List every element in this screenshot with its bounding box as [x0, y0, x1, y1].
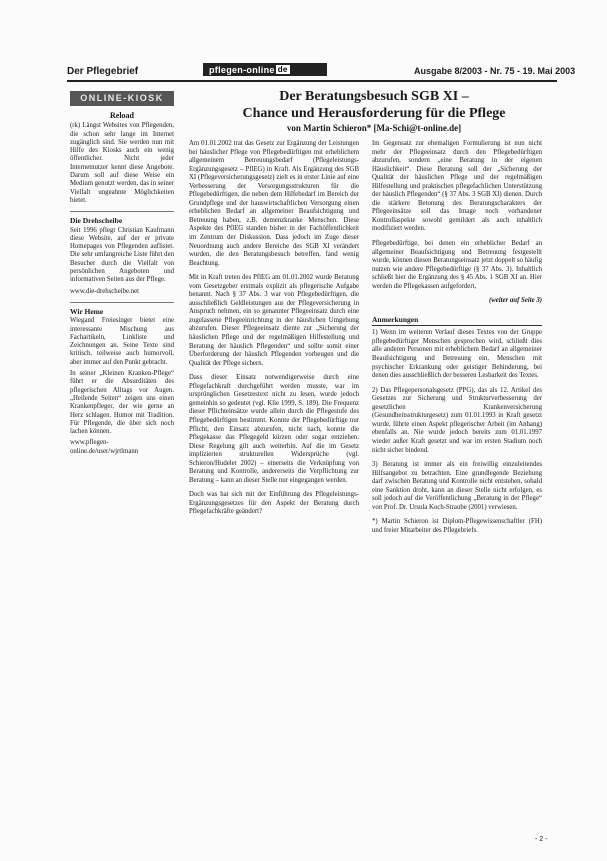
article-bullet: Im Gegensatz zur ehemaligen Formulierung ist nun nicht mehr der Pflegeeinsatz durch den Pflegebedürftigen abzurufen, sondern „eine Beratung in der eigenen Häuslichkeit“. Diese Beratung soll der „Sicherung der Qualität der häuslichen Pflege und der regelmäßigen Hilfestellung und praktischen pflegefachlichen Unterstützung der häuslich Pflegenden“ (§ 37 Abs. 3 SGB XI) dienen. Durch die stärkere Betonung des Beratungscharakters der Pflegeeinsätze soll das Image noch vorhandener Kontrollaspekte sowohl gemildert als auch inhaltlich modifiziert werden.: [372, 140, 542, 233]
article-column-1: [189, 140, 359, 523]
header-divider: [67, 80, 557, 82]
sidebar-title: Reload: [110, 111, 134, 120]
footnote: 1) Wenn im weiteren Verlauf dieses Textes von der Gruppe pflegebedürftiger Menschen gesprochen wird, schließt dies alle anderen Personen mit erheblichem Bedarf an allgemeiner Beaufsichtigung und Betreuung ein, Menschen mit psychischer Erkrankung oder geistiger Behinderung, bei denen dies ausschließlich der besseren Lesbarkeit des Textes.: [372, 329, 542, 380]
sidebar-url-heme[interactable]: www.pflegen-online.de/user/wjrtlmann: [70, 439, 139, 455]
article-byline: von Martin Schieron* [Ma-Schi@t-online.de]: [286, 123, 462, 133]
article-headline: [196, 88, 552, 122]
headline-line-2: Chance und Herausforderung für die Pflege: [242, 106, 506, 121]
sidebar-divider: [70, 211, 174, 212]
publication-name: Der Pflegebrief: [67, 66, 139, 77]
sidebar-heme-text-2: In seiner „Kleinen Kranken-Pflege“ führt er die Absurditäten des pflegerischen Alltags vor Augen. „Heilende Seiten“ zeigen uns einen Krankenpfleger, der wie gerne an Herz schlagen. Humor mit Tradition. Für Pflegende, die über sich noch lachen können.: [70, 370, 174, 436]
site-logo: [203, 63, 327, 76]
article-paragraph: Doch was hat sich mit der Einführung des Pflegeleistungs-Ergänzungsgesetzes für den Aspekt der Beratung durch Pflegefachkräfte geändert?: [189, 491, 359, 516]
footnote: 2) Das Pflegepersonalsgesetz (PPG), das als 12. Artikel des Gesetzes zur Sicherung und Strukturverbesserung der gesetzlichen Krankenversicherung (Gesundheitsstrukturgesetz) zum 01.01.1993 in Kraft gesetzt wurde, führte einen Aspekt pflegerischer Arbeit (im Anhang) ebenfalls an. Nie wurde jedoch bereits zum 01.01.1997 wieder außer Kraft gesetzt und war im ersten Stadium noch nicht sicher bindend.: [372, 386, 542, 454]
online-kiosk-badge: ONLINE-KIOSK: [70, 91, 174, 106]
logo-main-text: pflegen-online: [209, 64, 275, 75]
article-paragraph: Mit in Kraft treten des PflEG am 01.01.2002 wurde Beratung vom Gesetzgeber erstmals explizit als pflegerische Aufgabe benannt. Nach § 37 Abs. 3 war von Pflegebedürftigen, die ausschließlich Geldleistungen aus der Pflegeversicherung in Anspruch nehmen, ein so genannter Pflegeeinsatz durch eine zugelassene Pflegeeinrichtung in der häuslichen Umgebung abzurufen. Dieser Pflegeeinsatz diente zur „Sicherung der häuslichen Pflege und der regelmäßigen Hilfestellung und Beratung der häuslich Pflegenden“ und sollte somit einer Überforderung der häuslich Pflegenden vorbeugen und die Qualität der Pflege sichern.: [189, 274, 359, 367]
sidebar-intro: (rk) Längst Websites von Pflegenden, die schon sehr lange im Internet zugänglich sind. Sie werden nun mit Hilfe des Kiosks auch ein wenig öffentlicher. Nicht jeder Internetnutzer kennt diese Angebote. Darum soll auf diese Weise ein Medium genutzt werden, das in seiner Vielfalt ungeahnte Möglichkeiten bietet.: [70, 122, 174, 204]
article-column-2: [372, 140, 542, 541]
continuation-note: (weiter auf Seite 3): [488, 297, 542, 305]
sidebar-column: [70, 112, 174, 459]
sidebar-heme-text: Wiegand Freiesinger bietet eine interessante Mischung aus Fachartikeln, Linkliste und Zeichnungen an. Seine Texte sind kritisch, teilweise auch humorvoll, aber immer auf den Punkt gebracht.: [70, 317, 174, 366]
page-number: - 2 -: [535, 836, 548, 843]
sidebar-url-drehscheibe[interactable]: www.die-drehscheibe.net: [70, 287, 140, 295]
sidebar-subheading-drehscheibe: Die Drehscheibe: [70, 216, 123, 226]
article-paragraph: Dass dieser Einsatz notwendigerweise durch eine Pflegefachkraft durchgeführt werden musste, war im ursprünglichen Gesetzestext nicht zu lesen, wurde jedoch gemeinhin so gedeutet (vgl. Klie 1999, S. 189). Die Frequenz dieser Pflichteinsätze wurde allein durch die Pflegestufe des Pflegebedürftigen bestimmt. Konnte der Pflegebedürftige nur Pflicht, den Einsatz abzurufen, nicht nach, konnte die Pflegekasse das Pflegegeld kürzen oder sogar entziehen. Diese Regelung gilt auch weiterhin. Auf die im Gesetz implizierten strukturellen Widersprüche (vgl. Schieron/Hudelet 2002) – einerseits die Verknüpfung von Beratung und Kontrolle, andererseits die Verpflichtung zur Beratung – kann an dieser Stelle nur eingegangen werden.: [189, 374, 359, 484]
sidebar-subheading-heme: Wir Heme: [70, 306, 104, 316]
sidebar-divider: [70, 302, 174, 303]
notes-heading: Anmerkungen: [372, 316, 542, 327]
logo-tld-text: de: [277, 65, 288, 74]
footnote: 3) Beratung ist immer als ein freiwillig einzuleitendes Hilfsangebot zu betrachten. Eine grundlegende Beziehung darf zwischen Beratung und Kontrolle nicht entstehen, sobald eine Sanktion droht, kann an dieser Stelle nicht erfolgen, es soll jedoch auf die Veröffentlichung „Beratung in der Pflege“ von Prof. Dr. Ursula Koch-Straube (2001) verwiesen.: [372, 461, 542, 511]
article-bullet: Pflegebedürftige, bei denen ein erheblicher Bedarf an allgemeiner Beaufsichtigung und Betreuung festgestellt wurde, können diesen Beratungseinsatz jetzt doppelt so häufig nutzen wie andere Pflegebedürftige (§ 37 Abs. 3). Inhaltlich schließt hier die Ergänzung des § 45 Abs. 1 SGB XI an. Hier werden die Pflegekassen aufgefordert,: [372, 240, 542, 290]
headline-line-1: Der Beratungsbesuch SGB XI –: [279, 89, 469, 104]
issue-info: Ausgabe 8/2003 - Nr. 75 - 19. Mai 2003: [414, 66, 576, 76]
article-paragraph: Am 01.01.2002 trat das Gesetz zur Ergänzung der Leistungen bei häuslicher Pflege von Pflegebedürftigen mit erheblichem allgemeinem Betreuungsbedarf (Pflegeleistungs-Ergänzungsgesetz – PflEG) in Kraft. Als Ergänzung des SGB XI (Pflegeversicherungsgesetz) zielt es in erster Linie auf eine Verbesserung der Versorgungsstrukturen für die Pflegebedürftigen, die neben dem Hilfebedarf im Bereich der Grundpflege und der hauswirtschaftlichen Versorgung einen erheblichen Bedarf an allgemeiner Beaufsichtigung und Betreuung haben, z.B. demenzkranke Menschen. Diese Aspekte des PflEG standen bisher in der Fachöffentlichkeit im Zentrum der Diskussion. Dass jedoch im Zuge dieser Neuordnung auch andere Bereiche des SGB XI verändert wurden, die den Beratungsbesuch betreffen, fand wenig Beachtung.: [189, 140, 359, 267]
sidebar-drehscheibe-text: Seit 1996 pflegt Christian Kaufmann diese Website, auf der er private Homepages von Pflegenden auflistet. Die sehr umfangreiche Liste führt den Besucher durch die Vielfalt von persönlichen Angeboten und informativen Seiten aus der Pflege.: [70, 226, 174, 284]
footnote: *) Martin Schieron ist Diplom-Pflegewissenschaftler (FH) und freier Mitarbeiter des Pflegebriefs.: [372, 518, 542, 534]
